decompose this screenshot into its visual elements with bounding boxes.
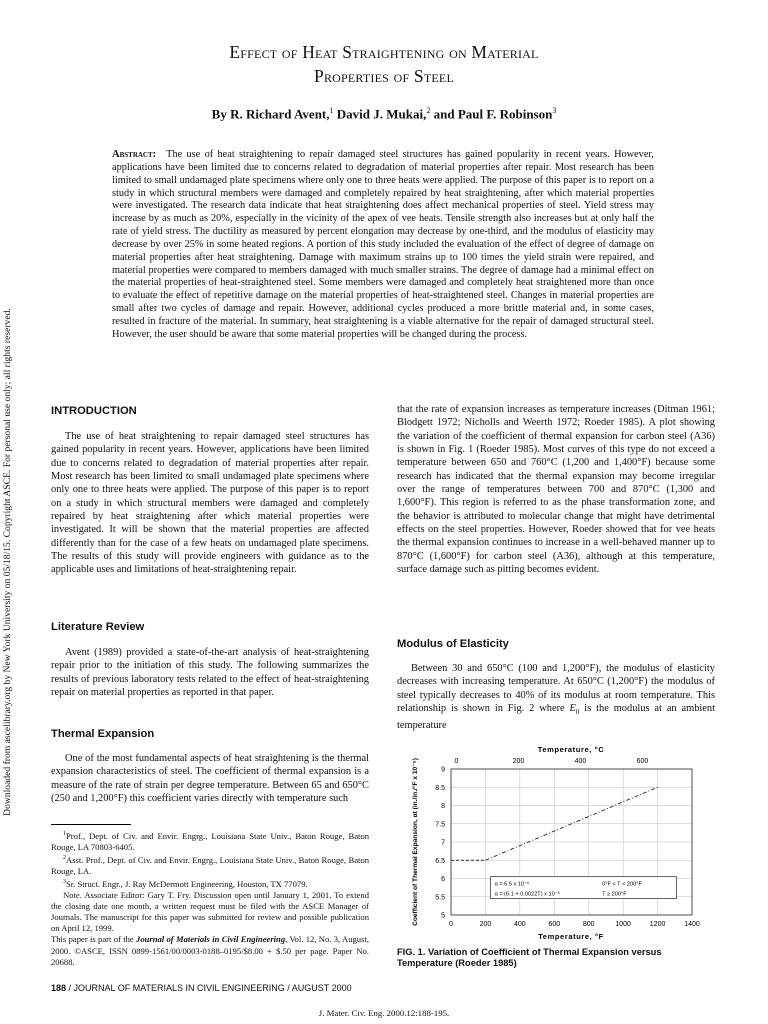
citation: J. Mater. Civ. Eng. 2000.12:188-195. <box>318 1008 450 1018</box>
legend-range: T ≥ 200°F <box>602 891 627 898</box>
x-tick-label: 0 <box>449 921 453 928</box>
y-tick-label: 5.5 <box>435 894 445 902</box>
legend-formula: α = 6.5 x 10⁻⁶ <box>494 881 530 888</box>
legend-formula: α = (6.1 + 0.0022T) x 10⁻⁶ <box>494 891 560 898</box>
title-line-1: Effect of Heat Straightening on Material <box>229 42 539 62</box>
author-3-mark: 3 <box>552 106 557 115</box>
footnotes <box>51 829 369 968</box>
y-tick-label: 5 <box>441 912 445 920</box>
authors-prefix: By <box>211 106 227 122</box>
x-tick-label: 600 <box>548 921 561 928</box>
thermal-expansion-chart <box>397 743 715 941</box>
literature-text: Avent (1989) provided a state-of-the-art analysis of heat-straightening repair prior to the initiation of this study. The following summarizes the results of previous laboratory tests related to the effect of heat-straightening repair on material properties as reported in that paper. <box>51 647 369 699</box>
paper-info: This paper is part of the Journal of Materials in Civil Engineering, Vol. 12, No. 3, August, 2000. ©ASCE, ISSN 0899-1561/00/0003-0188–0195/$8.00 + $.50 per page. Paper No. 20688. <box>51 934 369 967</box>
top-tick-label: 400 <box>574 758 587 765</box>
footnote-1: $^1$Prof., Dept. of Civ. and Envir. Engrg., Louisiana State Univ., Baton Rouge, Baton Rouge, LA 70803-6405. <box>51 830 369 852</box>
top-axis-title: Temperature, °C <box>537 745 605 754</box>
footnote-rule <box>51 824 131 825</box>
modulus-heading: Modulus of Elasticity <box>397 638 509 650</box>
y-tick-label: 8.5 <box>435 784 445 792</box>
y-tick-label: 6.5 <box>435 857 445 865</box>
footnote-3: $^3$Sr. Struct. Engr., J. Ray McDermott Engineering, Houston, TX 77079. <box>63 878 308 889</box>
y-tick-label: 6 <box>441 876 445 883</box>
x-tick-label: 400 <box>514 921 526 928</box>
x-tick-label: 800 <box>582 921 595 928</box>
abstract-text: The use of heat straightening to repair damaged steel structures has gained popularity in recent years. However, applications have been limited due to concerns related to degradation of material properties after repair. Most research has been limited to small undamaged plate specimens where only one to three heats were applied. The purpose of this paper is to report on a study in which structural members were damaged and completely repaired by heat straightening, after which material properties were investigated. The research data indicate that heat straightening does affect mechanical properties of steel. Yield stress may increase by as much as 20%, especially in the vicinity of the apex of vee heats. Tensile strength also increases but at only half the rate of yield stress. The ductility as measured by percent elongation may decrease by one-third, and the modulus of elasticity may decrease by over 25% in some heated regions. A portion of this study included the evaluation of the effect of degree of damage on material properties after heat straightening. Damage with maximum strains up to 100 times the yield strain were repaired, and material properties were compared to members damaged with much smaller strains. The degree of damage had a minimal effect on the material properties of heat-straightened steel. Some members were damaged and completely heat straightened more than once to evaluate the effect of repetitive damage on the material properties of heat-straightened steel. Changes in material properties are small after two cycles of damage and repair. However, additional cycles produced a more brittle material and, in some cases, resulted in fracture of the material. In summary, heat straightening is a viable alternative for the repair of damaged structural steel. However, the user should be aware that some material properties will be changed during the process. <box>112 149 654 340</box>
y-tick-label: 7 <box>441 839 445 847</box>
figure-1 <box>397 743 715 941</box>
paper-title <box>0 40 768 88</box>
intro-heading: INTRODUCTION <box>51 405 137 417</box>
y-tick-label: 7.5 <box>435 821 445 829</box>
figure-caption: FIG. 1. Variation of Coefficient of Thermal Expansion versus Temperature (Roeder 1985) <box>397 947 662 969</box>
title-line-2: Properties of Steel <box>314 66 454 86</box>
top-tick-label: 0 <box>454 758 459 765</box>
author-2: David J. Mukai, <box>336 106 427 122</box>
literature-heading: Literature Review <box>51 621 145 633</box>
modulus-text: Between 30 and 650°C (100 and 1,200°F), the modulus of elasticity decreases with increasing temperature. At 650°C (1,200°F) the modulus of steel typically decreases to 40% of its modulus at room temperature. This relationship is shown in Fig. 2 where $E_0$ is the modulus at an ambient temperature <box>397 663 715 732</box>
abstract-label: Abstract: <box>112 149 157 160</box>
y-axis-title: Coefficient of Thermal Expansion, αt (in./in./°F x 10⁻⁶) <box>412 758 419 926</box>
y-tick-label: 8 <box>441 803 445 810</box>
x-tick-label: 1000 <box>615 921 631 928</box>
abstract <box>112 149 654 342</box>
page-number: 188 <box>51 983 67 993</box>
x-axis-title: Temperature, °F <box>538 932 604 941</box>
authors-and: and <box>433 106 455 122</box>
top-tick-label: 200 <box>512 758 525 765</box>
intro-text: The use of heat straightening to repair damaged steel structures has gained popularity in recent years. However, applications have been limited due to concerns related to degradation of material properties after repair. Most research has been limited to small undamaged plate specimens where only one to three heats were applied. The purpose of this paper is to report on a study in which structural members were damaged and completely repaired by heat straightening after which material properties were investigated. It will be shown that the material properties are affected differently than for the case of a few heats on undamaged plate specimens. The results of this study will provide engineers with guidance as to the applicable uses and limitations of heat-straightening repair. <box>51 431 369 576</box>
author-list <box>0 106 768 122</box>
y-tick-label: 9 <box>441 766 445 774</box>
author-3: Paul F. Robinson <box>457 106 553 122</box>
footnote-2: $^2$Asst. Prof., Dept. of Civ. and Envir. Engrg., Louisiana State Univ., Baton Rouge, Baton Rouge, LA. <box>51 854 369 876</box>
thermal-heading: Thermal Expansion <box>51 728 155 740</box>
author-1-mark: 1 <box>329 106 334 115</box>
author-2-mark: 2 <box>426 106 431 115</box>
x-tick-label: 1400 <box>684 921 700 928</box>
editor-note: Note. Associate Editor: Gary T. Fry. Discussion open until January 1, 2001. To extend the closing date one month, a written request must be filed with the ASCE Manager of Journals. The manuscript for this paper was submitted for review and possible publication on April 12, 1999. <box>51 890 369 934</box>
right-column-text: that the rate of expansion increases as temperature increases (Ditman 1961; Blodgett 1972; Nicholls and Weerth 1972; Roeder 1985). A plot showing the variation of the coefficient of thermal expansion for carbon steel (A36) is shown in Fig. 1 (Roeder 1985). Most curves of this type do not exceed a temperature between 650 and 760°C (1,200 and 1,400°F) because some research has indicated that the thermal expansion may become irregular over the range of temperatures between 700 and 870°C (1,300 and 1,600°F). This region is referred to as the phase transformation zone, and the behavior is attributed to molecular change that might have detrimental effects on the steel properties. However, Roeder showed that for vee heats the thermal expansion continues to increase in a well-behaved manner up to 870°C (1,600°F) for carbon steel (A36), although at this temperature, surface damage such as pitting becomes evident. <box>397 404 715 576</box>
legend-range: 0°F < T < 200°F <box>602 881 642 888</box>
author-1: R. Richard Avent, <box>230 106 330 122</box>
top-tick-label: 600 <box>636 758 649 765</box>
page-footer <box>51 983 352 993</box>
x-tick-label: 200 <box>479 921 492 928</box>
journal-name: Journal of Materials in Civil Engineering <box>136 934 286 945</box>
journal-footer: / JOURNAL OF MATERIALS IN CIVIL ENGINEERING / AUGUST 2000 <box>66 983 352 993</box>
thermal-text: One of the most fundamental aspects of heat straightening is the thermal expansion characteristics of steel. The coefficient of thermal expansion is a measure of the rate of strain per degree temperature. Between 65 and 650°C (250 and 1,200°F) this coefficient varies directly with temperature such <box>51 753 369 805</box>
x-tick-label: 1200 <box>649 921 666 928</box>
download-notice: Downloaded from ascelibrary.org by New York University on 05/18/15. Copyright ASCE. For personal use only; all rights reserved. <box>2 308 13 816</box>
